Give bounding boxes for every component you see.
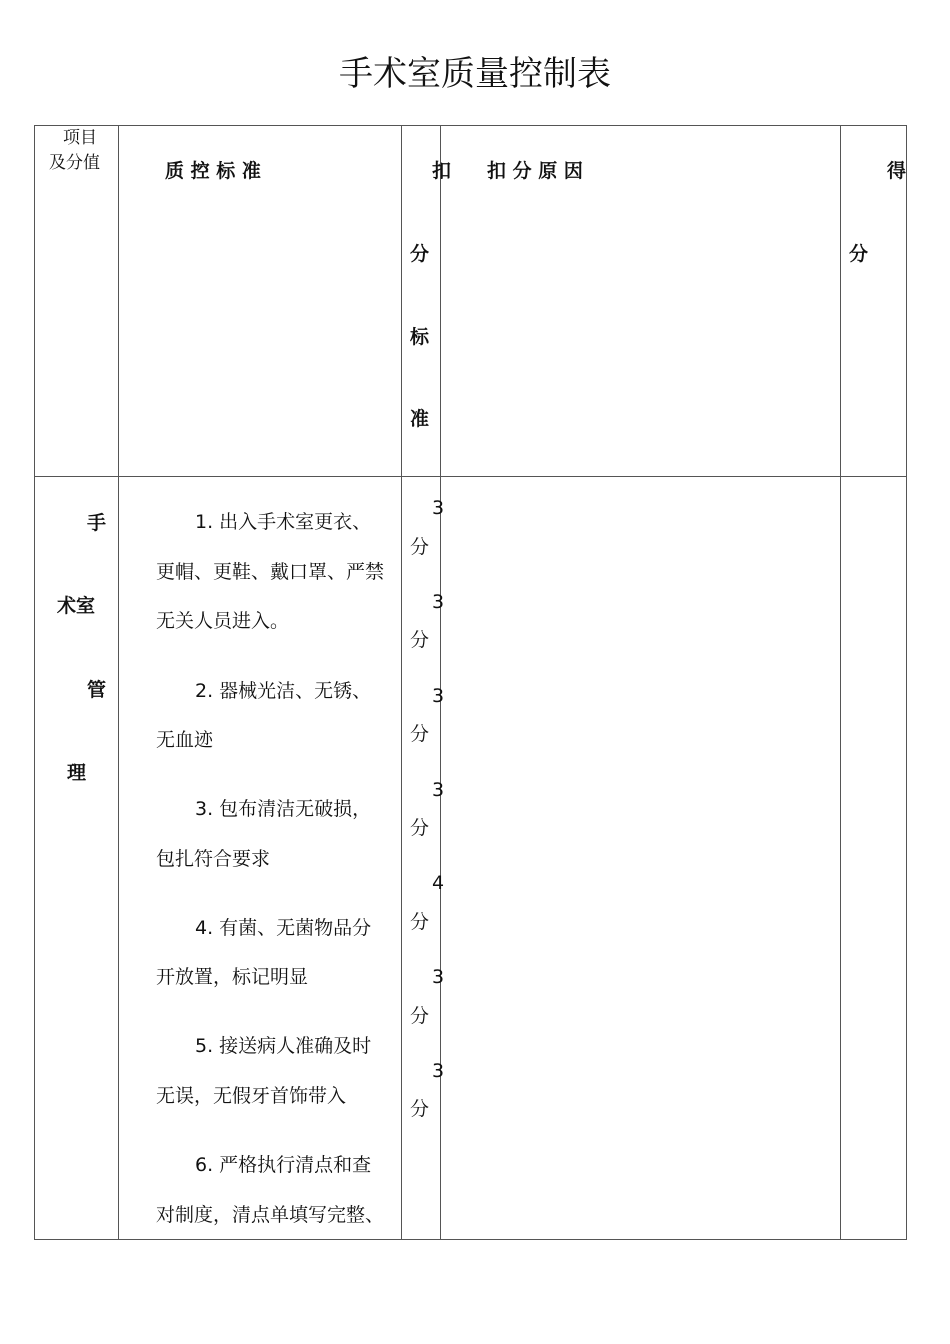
table-border-right [906, 125, 907, 1240]
score-unit: 分 [410, 629, 430, 651]
standard-item-line: 6. 严格执行清点和查 [195, 1154, 372, 1176]
section-name-char: 管 [87, 679, 107, 701]
score-number: 3 [432, 779, 445, 801]
deduction-reason-cell[interactable] [441, 477, 840, 1239]
standard-item-line: 无关人员进入。 [156, 610, 290, 632]
score-number: 3 [432, 685, 445, 707]
section-name-char: 理 [67, 762, 87, 784]
header-deduct-char: 扣 [432, 160, 452, 182]
table-border-bottom [34, 1239, 907, 1240]
header-item-line1: 项目 [63, 128, 97, 148]
score-number: 4 [432, 872, 445, 894]
column-divider-1 [118, 125, 119, 1240]
standard-item-line: 无误，无假牙首饰带入 [156, 1085, 347, 1107]
header-standard: 质 控 标 准 [165, 160, 261, 182]
table-border-top [34, 125, 907, 126]
section-name-char: 术室 [57, 595, 96, 617]
header-score-char: 分 [849, 243, 869, 265]
page-title: 手术室质量控制表 [339, 54, 611, 94]
standard-item-line: 对制度，清点单填写完整、 [156, 1204, 385, 1226]
standard-item-line: 3. 包布清洁无破损， [195, 798, 372, 820]
standard-item-line: 无血迹 [156, 729, 214, 751]
score-unit: 分 [410, 911, 430, 933]
column-divider-2 [401, 125, 402, 1240]
standard-item-line: 2. 器械光洁、无锈、 [195, 680, 372, 702]
standard-item-line: 开放置，标记明显 [156, 966, 309, 988]
score-cell[interactable] [841, 477, 906, 1239]
score-unit: 分 [410, 1098, 430, 1120]
section-name-char: 手 [87, 512, 107, 534]
header-item-line2: 及分值 [49, 153, 100, 173]
header-deduct-char: 准 [410, 408, 430, 430]
header-deduct-char: 分 [410, 243, 430, 265]
score-unit: 分 [410, 536, 430, 558]
standard-item-line: 包扎符合要求 [156, 848, 271, 870]
header-score-char: 得 [887, 160, 907, 182]
standard-item-line: 更帽、更鞋、戴口罩、严禁 [156, 561, 385, 583]
standard-item-line: 4. 有菌、无菌物品分 [195, 917, 372, 939]
score-unit: 分 [410, 817, 430, 839]
table-border-left [34, 125, 35, 1240]
score-unit: 分 [410, 723, 430, 745]
standard-item-line: 1. 出入手术室更衣、 [195, 511, 372, 533]
score-number: 3 [432, 591, 445, 613]
score-number: 3 [432, 1060, 445, 1082]
score-unit: 分 [410, 1005, 430, 1027]
header-deduct-char: 标 [410, 326, 430, 348]
score-number: 3 [432, 966, 445, 988]
standard-item-line: 5. 接送病人准确及时 [195, 1035, 372, 1057]
header-reason: 扣 分 原 因 [487, 160, 583, 182]
score-number: 3 [432, 497, 445, 519]
